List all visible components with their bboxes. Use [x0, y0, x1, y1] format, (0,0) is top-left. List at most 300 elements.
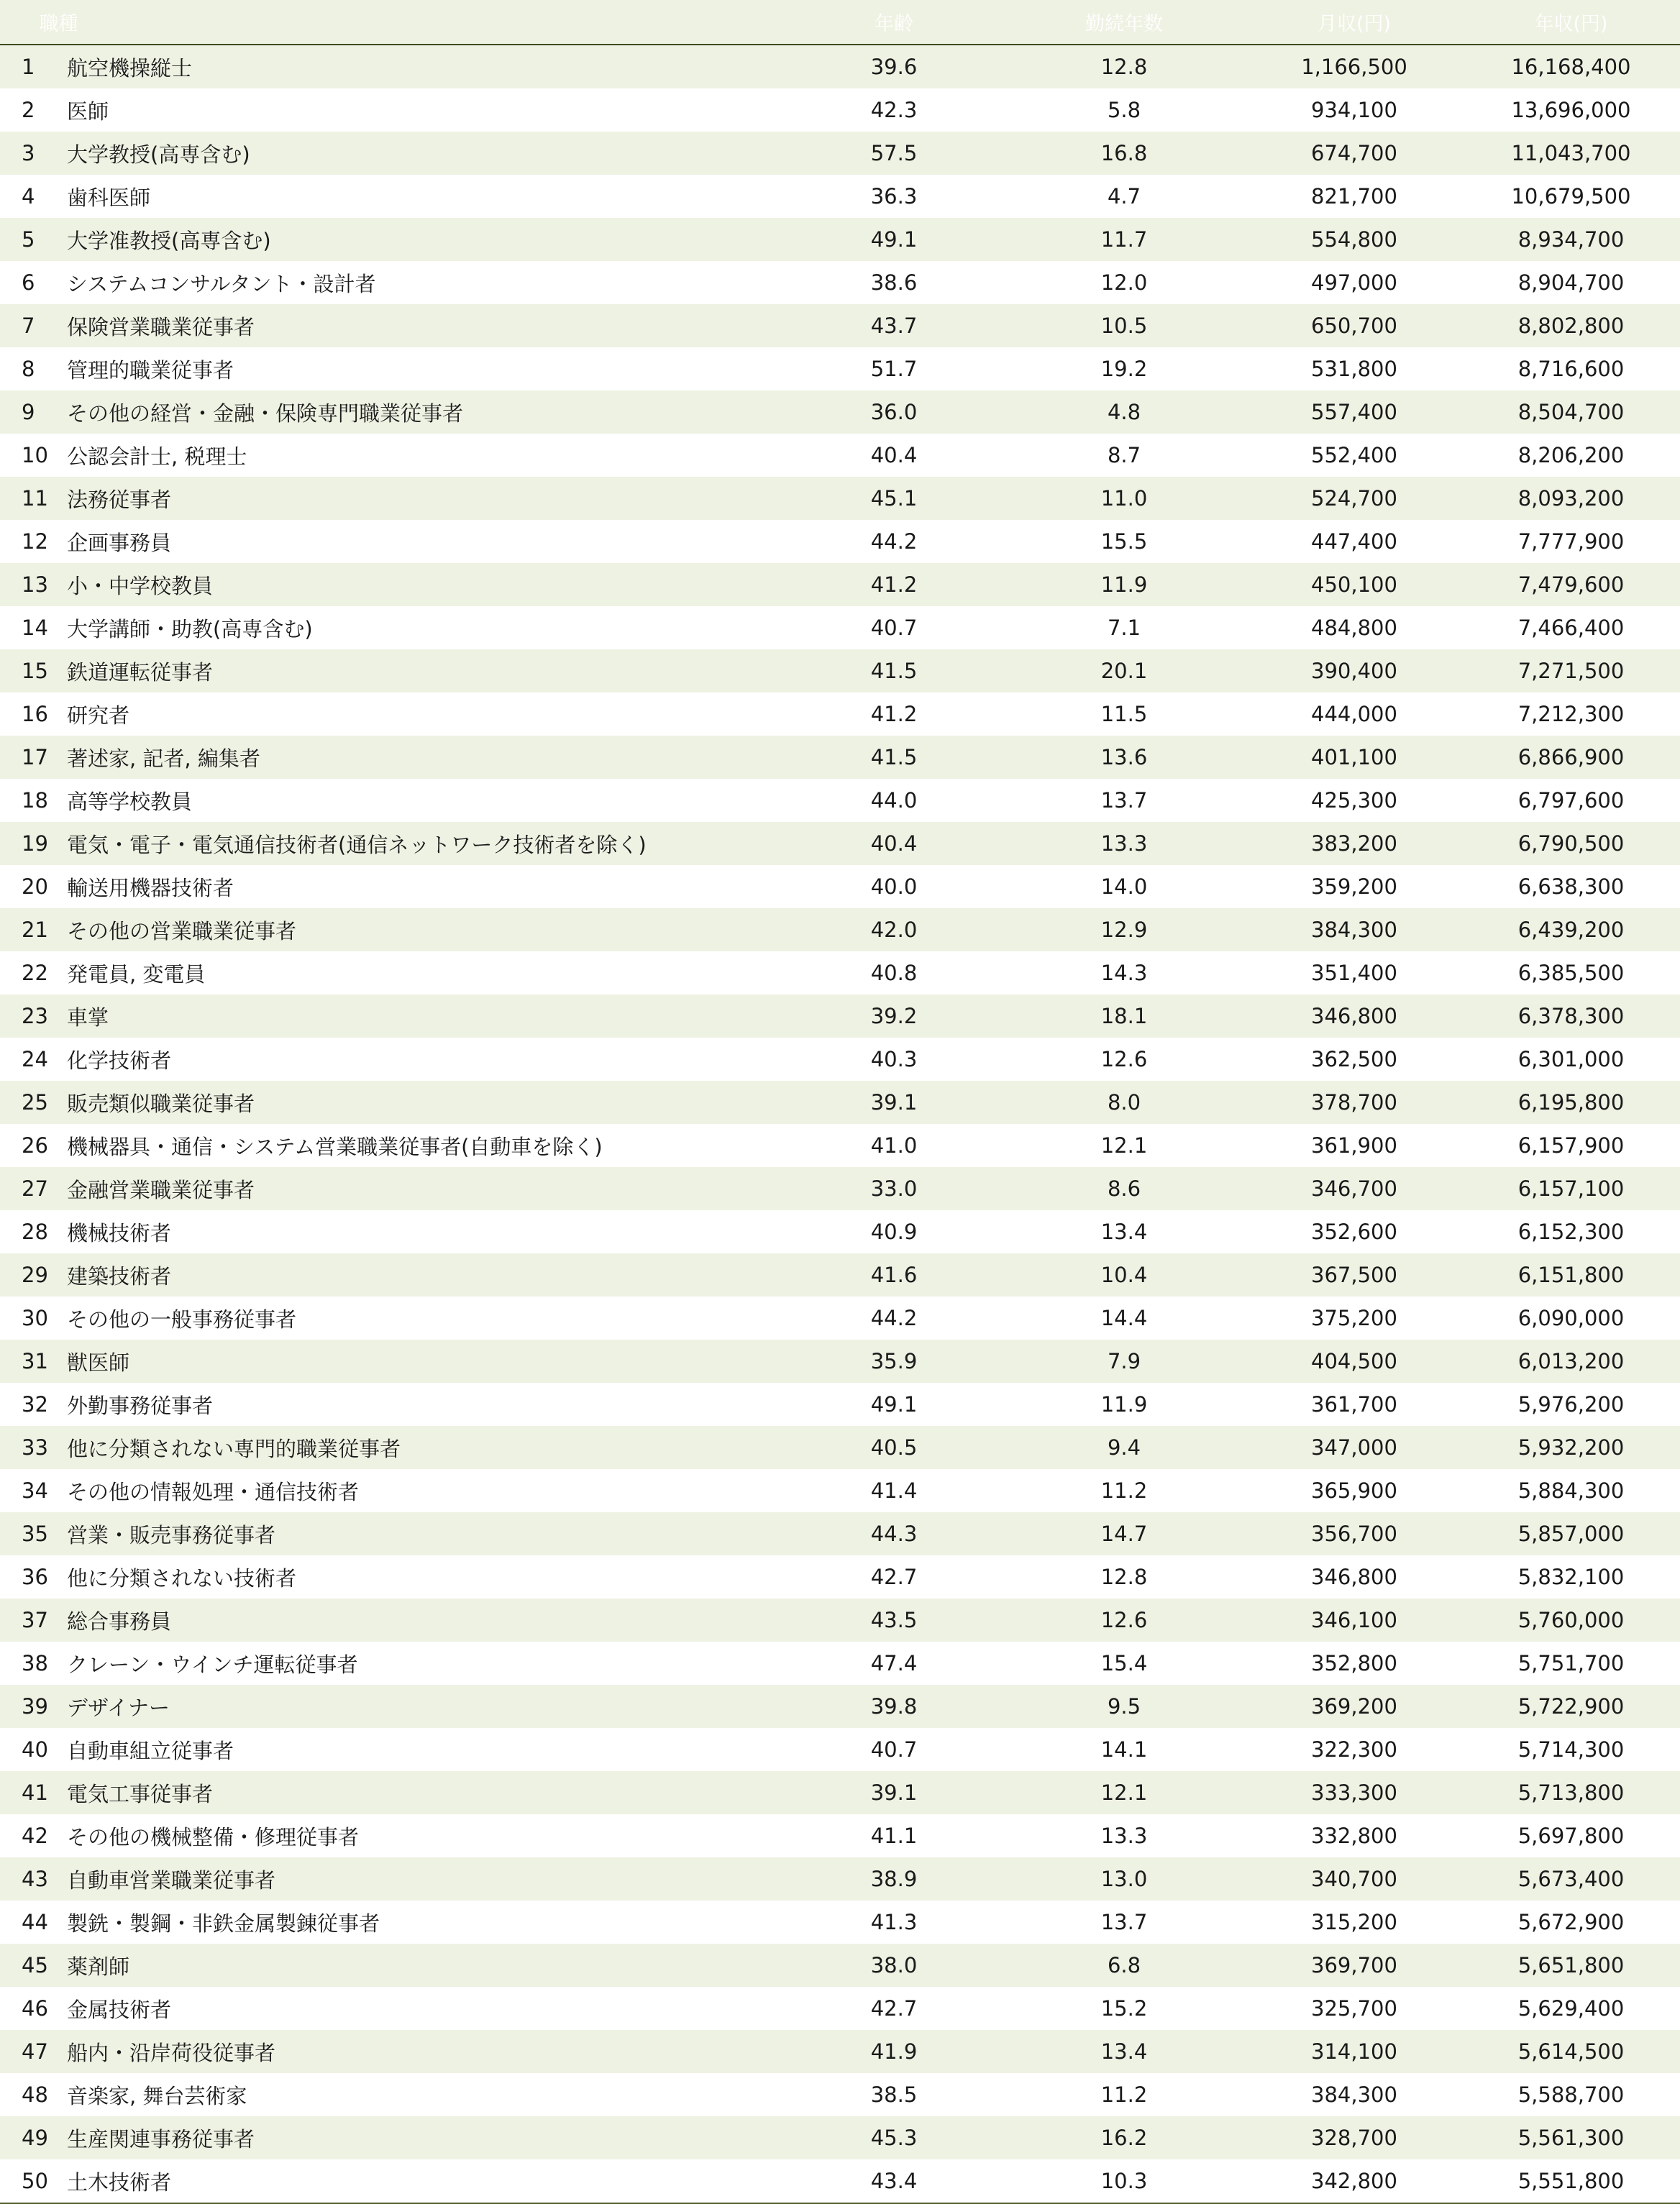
- cell-rank: 42: [22, 1824, 48, 1848]
- cell-job: 土木技術者: [67, 2169, 172, 2195]
- cell-age: 49.1: [870, 227, 918, 252]
- cell-job: 自動車営業職業従事者: [67, 1867, 276, 1893]
- cell-rank: 10: [22, 443, 48, 467]
- table-row: [0, 692, 1680, 736]
- cell-age: 39.1: [870, 1780, 918, 1805]
- cell-job: 外勤事務従事者: [67, 1393, 214, 1418]
- cell-job: 高等学校教員: [67, 789, 193, 814]
- cell-age: 41.2: [870, 702, 918, 726]
- table-row: [0, 304, 1680, 347]
- cell-tenure: 11.9: [1100, 1392, 1148, 1417]
- cell-tenure: 12.6: [1100, 1608, 1148, 1632]
- cell-monthly: 450,100: [1311, 572, 1397, 597]
- cell-monthly: 356,700: [1311, 1522, 1397, 1546]
- cell-annual: 5,976,200: [1517, 1392, 1625, 1417]
- cell-job: 音楽家, 舞台芸術家: [67, 2083, 247, 2108]
- cell-annual: 5,561,300: [1517, 2126, 1625, 2150]
- cell-tenure: 14.7: [1100, 1522, 1148, 1546]
- cell-age: 41.5: [870, 745, 918, 769]
- cell-age: 40.5: [870, 1435, 918, 1460]
- header-age: 年齢: [875, 13, 913, 35]
- cell-job: 生産関連事務従事者: [67, 2126, 255, 2152]
- table-row: [0, 606, 1680, 649]
- cell-tenure: 13.4: [1100, 1220, 1148, 1244]
- cell-job: 輸送用機器技術者: [67, 875, 234, 900]
- cell-annual: 5,722,900: [1517, 1694, 1625, 1719]
- cell-annual: 10,679,500: [1511, 184, 1631, 209]
- table-row: [0, 520, 1680, 563]
- cell-monthly: 369,200: [1311, 1694, 1397, 1719]
- cell-monthly: 552,400: [1311, 443, 1397, 467]
- cell-annual: 13,696,000: [1511, 98, 1631, 122]
- cell-rank: 24: [22, 1047, 48, 1071]
- cell-monthly: 351,400: [1311, 961, 1397, 985]
- cell-age: 43.4: [870, 2169, 918, 2193]
- cell-tenure: 11.5: [1100, 702, 1148, 726]
- cell-job: 製銑・製鋼・非鉄金属製錬従事者: [67, 1911, 380, 1936]
- cell-rank: 50: [22, 2169, 48, 2193]
- cell-rank: 16: [22, 702, 48, 726]
- cell-tenure: 11.2: [1100, 2082, 1148, 2107]
- cell-annual: 5,614,500: [1517, 2039, 1625, 2064]
- cell-job: その他の経営・金融・保険専門職業従事者: [67, 401, 464, 426]
- cell-job: その他の情報処理・通信技術者: [67, 1479, 360, 1504]
- cell-job: 大学講師・助教(高専含む): [67, 616, 313, 641]
- cell-age: 41.9: [870, 2039, 918, 2064]
- cell-monthly: 934,100: [1311, 98, 1397, 122]
- cell-rank: 45: [22, 1953, 48, 1977]
- cell-annual: 6,157,900: [1517, 1133, 1625, 1158]
- cell-age: 36.0: [870, 400, 918, 424]
- cell-job: 化学技術者: [67, 1048, 172, 1073]
- table-row: [0, 1944, 1680, 1987]
- cell-annual: 5,697,800: [1517, 1824, 1625, 1848]
- cell-monthly: 378,700: [1311, 1090, 1397, 1115]
- cell-annual: 8,934,700: [1517, 227, 1625, 252]
- cell-annual: 6,013,200: [1517, 1349, 1625, 1373]
- cell-age: 51.7: [870, 357, 918, 381]
- cell-age: 39.2: [870, 1004, 918, 1028]
- cell-tenure: 14.1: [1100, 1737, 1148, 1762]
- cell-annual: 5,714,300: [1517, 1737, 1625, 1762]
- cell-monthly: 328,700: [1311, 2126, 1397, 2150]
- cell-monthly: 352,800: [1311, 1651, 1397, 1675]
- cell-age: 33.0: [870, 1176, 918, 1201]
- cell-age: 40.3: [870, 1047, 918, 1071]
- cell-annual: 5,673,400: [1517, 1867, 1625, 1891]
- cell-annual: 8,504,700: [1517, 400, 1625, 424]
- table-row: [0, 1728, 1680, 1771]
- cell-annual: 7,466,400: [1517, 616, 1625, 640]
- cell-job: 保険営業職業従事者: [67, 314, 255, 339]
- cell-monthly: 390,400: [1311, 659, 1397, 683]
- cell-rank: 36: [22, 1565, 48, 1589]
- cell-tenure: 12.0: [1100, 270, 1148, 295]
- table-body: [0, 45, 1680, 2203]
- cell-tenure: 13.0: [1100, 1867, 1148, 1891]
- cell-monthly: 384,300: [1311, 2082, 1397, 2107]
- cell-age: 42.3: [870, 98, 918, 122]
- cell-age: 42.0: [870, 918, 918, 942]
- cell-rank: 27: [22, 1176, 48, 1201]
- cell-job: 総合事務員: [67, 1609, 172, 1634]
- cell-tenure: 14.0: [1100, 874, 1148, 899]
- cell-tenure: 10.4: [1100, 1263, 1148, 1287]
- cell-rank: 33: [22, 1435, 48, 1460]
- cell-job: 金属技術者: [67, 1997, 172, 2022]
- cell-job: 小・中学校教員: [67, 573, 214, 598]
- cell-job: 著述家, 記者, 編集者: [67, 746, 260, 771]
- cell-tenure: 9.5: [1107, 1694, 1141, 1719]
- table-row: [0, 1167, 1680, 1210]
- cell-rank: 21: [22, 918, 48, 942]
- cell-age: 40.7: [870, 1737, 918, 1762]
- cell-monthly: 346,700: [1311, 1176, 1397, 1201]
- cell-rank: 38: [22, 1651, 48, 1675]
- cell-age: 40.7: [870, 616, 918, 640]
- cell-annual: 5,672,900: [1517, 1910, 1625, 1934]
- cell-monthly: 531,800: [1311, 357, 1397, 381]
- cell-rank: 43: [22, 1867, 48, 1891]
- cell-age: 41.3: [870, 1910, 918, 1934]
- cell-tenure: 16.2: [1100, 2126, 1148, 2150]
- cell-age: 44.0: [870, 788, 918, 813]
- cell-annual: 16,168,400: [1511, 55, 1631, 79]
- cell-age: 36.3: [870, 184, 918, 209]
- table-row: [0, 1297, 1680, 1340]
- cell-tenure: 12.8: [1100, 55, 1148, 79]
- cell-annual: 6,152,300: [1517, 1220, 1625, 1244]
- cell-age: 43.7: [870, 314, 918, 338]
- cell-job: 発電員, 変電員: [67, 961, 206, 987]
- cell-age: 47.4: [870, 1651, 918, 1675]
- cell-rank: 47: [22, 2039, 48, 2064]
- cell-tenure: 13.3: [1100, 1824, 1148, 1848]
- cell-monthly: 365,900: [1311, 1478, 1397, 1503]
- cell-tenure: 10.5: [1100, 314, 1148, 338]
- cell-annual: 5,551,800: [1517, 2169, 1625, 2193]
- cell-job: 他に分類されない専門的職業従事者: [67, 1436, 401, 1461]
- cell-monthly: 346,800: [1311, 1565, 1397, 1589]
- cell-annual: 8,716,600: [1517, 357, 1625, 381]
- cell-rank: 15: [22, 659, 48, 683]
- cell-annual: 7,777,900: [1517, 529, 1625, 554]
- header-annual: 年収(円): [1534, 13, 1608, 35]
- cell-age: 41.2: [870, 572, 918, 597]
- cell-tenure: 11.7: [1100, 227, 1148, 252]
- table-row: [0, 1038, 1680, 1081]
- table-row: [0, 1081, 1680, 1124]
- cell-age: 49.1: [870, 1392, 918, 1417]
- cell-rank: 20: [22, 874, 48, 899]
- cell-monthly: 367,500: [1311, 1263, 1397, 1287]
- cell-age: 43.5: [870, 1608, 918, 1632]
- cell-tenure: 12.1: [1100, 1133, 1148, 1158]
- cell-age: 44.2: [870, 1306, 918, 1330]
- table-row: [0, 1340, 1680, 1383]
- cell-job: 機械器具・通信・システム営業職業従事者(自動車を除く): [67, 1134, 603, 1159]
- table-row: [0, 1124, 1680, 1167]
- cell-tenure: 12.9: [1100, 918, 1148, 942]
- cell-annual: 8,904,700: [1517, 270, 1625, 295]
- cell-rank: 7: [22, 314, 35, 338]
- cell-age: 44.3: [870, 1522, 918, 1546]
- cell-age: 42.7: [870, 1565, 918, 1589]
- cell-tenure: 13.7: [1100, 1910, 1148, 1934]
- cell-monthly: 484,800: [1311, 616, 1397, 640]
- cell-annual: 5,932,200: [1517, 1435, 1625, 1460]
- cell-tenure: 11.2: [1100, 1478, 1148, 1503]
- table-row: [0, 261, 1680, 304]
- cell-age: 42.7: [870, 1996, 918, 2021]
- cell-monthly: 497,000: [1311, 270, 1397, 295]
- table-row: [0, 1469, 1680, 1512]
- cell-rank: 32: [22, 1392, 48, 1417]
- cell-age: 38.5: [870, 2082, 918, 2107]
- table-row: [0, 1253, 1680, 1297]
- table-row: [0, 45, 1680, 88]
- cell-annual: 5,651,800: [1517, 1953, 1625, 1977]
- cell-rank: 8: [22, 357, 35, 381]
- cell-monthly: 340,700: [1311, 1867, 1397, 1891]
- table-row: [0, 1814, 1680, 1857]
- cell-annual: 5,588,700: [1517, 2082, 1625, 2107]
- table-row: [0, 994, 1680, 1038]
- cell-tenure: 15.5: [1100, 529, 1148, 554]
- table-row: [0, 1210, 1680, 1253]
- cell-tenure: 13.4: [1100, 2039, 1148, 2064]
- cell-rank: 18: [22, 788, 48, 813]
- table-row: [0, 1685, 1680, 1728]
- cell-age: 38.6: [870, 270, 918, 295]
- table-row: [0, 132, 1680, 175]
- table-row: [0, 822, 1680, 865]
- cell-monthly: 650,700: [1311, 314, 1397, 338]
- cell-annual: 6,790,500: [1517, 831, 1625, 856]
- cell-tenure: 20.1: [1100, 659, 1148, 683]
- cell-annual: 8,802,800: [1517, 314, 1625, 338]
- cell-monthly: 447,400: [1311, 529, 1397, 554]
- cell-tenure: 16.8: [1100, 141, 1148, 165]
- table-row: [0, 2073, 1680, 2116]
- cell-monthly: 375,200: [1311, 1306, 1397, 1330]
- table-row: [0, 908, 1680, 951]
- table-row: [0, 779, 1680, 822]
- cell-rank: 41: [22, 1780, 48, 1805]
- cell-rank: 13: [22, 572, 48, 597]
- cell-rank: 5: [22, 227, 35, 252]
- cell-tenure: 14.4: [1100, 1306, 1148, 1330]
- cell-annual: 6,090,000: [1517, 1306, 1625, 1330]
- cell-job: 獣医師: [67, 1350, 130, 1375]
- cell-monthly: 347,000: [1311, 1435, 1397, 1460]
- cell-monthly: 346,800: [1311, 1004, 1397, 1028]
- cell-job: 医師: [67, 99, 109, 124]
- cell-annual: 6,301,000: [1517, 1047, 1625, 1071]
- cell-job: その他の機械整備・修理従事者: [67, 1824, 360, 1849]
- cell-tenure: 19.2: [1100, 357, 1148, 381]
- cell-annual: 5,832,100: [1517, 1565, 1625, 1589]
- table-row: [0, 88, 1680, 132]
- cell-age: 38.0: [870, 1953, 918, 1977]
- cell-annual: 6,797,600: [1517, 788, 1625, 813]
- cell-monthly: 404,500: [1311, 1349, 1397, 1373]
- cell-rank: 17: [22, 745, 48, 769]
- cell-tenure: 14.3: [1100, 961, 1148, 985]
- cell-monthly: 401,100: [1311, 745, 1397, 769]
- table-row: [0, 347, 1680, 390]
- cell-job: 営業・販売事務従事者: [67, 1522, 276, 1547]
- cell-age: 40.4: [870, 443, 918, 467]
- cell-job: 大学教授(高専含む): [67, 142, 250, 167]
- cell-monthly: 361,900: [1311, 1133, 1397, 1158]
- cell-tenure: 15.4: [1100, 1651, 1148, 1675]
- cell-monthly: 362,500: [1311, 1047, 1397, 1071]
- cell-job: 機械技術者: [67, 1220, 172, 1245]
- cell-monthly: 557,400: [1311, 400, 1397, 424]
- cell-tenure: 8.0: [1107, 1090, 1141, 1115]
- cell-monthly: 342,800: [1311, 2169, 1397, 2193]
- cell-tenure: 13.7: [1100, 788, 1148, 813]
- cell-rank: 29: [22, 1263, 48, 1287]
- cell-rank: 40: [22, 1737, 48, 1762]
- cell-age: 57.5: [870, 141, 918, 165]
- table-row: [0, 1512, 1680, 1555]
- cell-annual: 5,713,800: [1517, 1780, 1625, 1805]
- cell-monthly: 332,800: [1311, 1824, 1397, 1848]
- cell-monthly: 383,200: [1311, 831, 1397, 856]
- cell-monthly: 359,200: [1311, 874, 1397, 899]
- cell-annual: 7,271,500: [1517, 659, 1625, 683]
- cell-rank: 19: [22, 831, 48, 856]
- table-row: [0, 1599, 1680, 1642]
- cell-monthly: 524,700: [1311, 486, 1397, 511]
- cell-age: 41.4: [870, 1478, 918, 1503]
- table-row: [0, 434, 1680, 477]
- table-row: [0, 390, 1680, 434]
- table-row: [0, 1383, 1680, 1426]
- cell-annual: 7,212,300: [1517, 702, 1625, 726]
- cell-job: 薬剤師: [67, 1954, 130, 1979]
- cell-monthly: 444,000: [1311, 702, 1397, 726]
- cell-job: 航空機操縦士: [67, 55, 193, 81]
- cell-rank: 11: [22, 486, 48, 511]
- cell-tenure: 12.1: [1100, 1780, 1148, 1805]
- cell-annual: 5,884,300: [1517, 1478, 1625, 1503]
- table-row: [0, 1901, 1680, 1944]
- table-row: [0, 865, 1680, 908]
- header-monthly: 月収(円): [1317, 13, 1392, 35]
- cell-rank: 2: [22, 98, 35, 122]
- cell-annual: 8,206,200: [1517, 443, 1625, 467]
- cell-age: 39.1: [870, 1090, 918, 1115]
- cell-age: 41.6: [870, 1263, 918, 1287]
- cell-monthly: 384,300: [1311, 918, 1397, 942]
- cell-rank: 39: [22, 1694, 48, 1719]
- table-row: [0, 218, 1680, 261]
- cell-age: 41.1: [870, 1824, 918, 1848]
- cell-age: 39.6: [870, 55, 918, 79]
- table-row: [0, 951, 1680, 994]
- cell-job: 車掌: [67, 1005, 109, 1030]
- cell-annual: 5,629,400: [1517, 1996, 1625, 2021]
- cell-rank: 22: [22, 961, 48, 985]
- cell-tenure: 7.1: [1107, 616, 1141, 640]
- table-row: [0, 477, 1680, 520]
- cell-tenure: 8.7: [1107, 443, 1141, 467]
- table-row: [0, 1555, 1680, 1599]
- cell-rank: 30: [22, 1306, 48, 1330]
- table-row: [0, 1987, 1680, 2030]
- cell-monthly: 369,700: [1311, 1953, 1397, 1977]
- cell-annual: 5,751,700: [1517, 1651, 1625, 1675]
- cell-tenure: 18.1: [1100, 1004, 1148, 1028]
- cell-monthly: 346,100: [1311, 1608, 1397, 1632]
- cell-rank: 23: [22, 1004, 48, 1028]
- cell-monthly: 322,300: [1311, 1737, 1397, 1762]
- cell-annual: 6,157,100: [1517, 1176, 1625, 1201]
- cell-rank: 3: [22, 141, 35, 165]
- cell-tenure: 5.8: [1107, 98, 1141, 122]
- cell-age: 38.9: [870, 1867, 918, 1891]
- cell-age: 40.0: [870, 874, 918, 899]
- cell-tenure: 10.3: [1100, 2169, 1148, 2193]
- cell-rank: 31: [22, 1349, 48, 1373]
- cell-rank: 12: [22, 529, 48, 554]
- table-row: [0, 1426, 1680, 1469]
- table-row: [0, 563, 1680, 606]
- cell-monthly: 1,166,500: [1301, 55, 1407, 79]
- cell-monthly: 333,300: [1311, 1780, 1397, 1805]
- cell-annual: 6,385,500: [1517, 961, 1625, 985]
- cell-annual: 11,043,700: [1511, 141, 1631, 165]
- cell-job: 電気・電子・電気通信技術者(通信ネットワーク技術者を除く): [67, 832, 647, 857]
- cell-age: 40.4: [870, 831, 918, 856]
- cell-job: クレーン・ウインチ運転従事者: [67, 1652, 358, 1677]
- table-row: [0, 1857, 1680, 1901]
- cell-job: デザイナー: [67, 1695, 170, 1720]
- cell-annual: 5,857,000: [1517, 1522, 1625, 1546]
- cell-rank: 44: [22, 1910, 48, 1934]
- cell-tenure: 4.7: [1107, 184, 1141, 209]
- cell-monthly: 821,700: [1311, 184, 1397, 209]
- cell-age: 35.9: [870, 1349, 918, 1373]
- cell-rank: 34: [22, 1478, 48, 1503]
- cell-tenure: 12.8: [1100, 1565, 1148, 1589]
- cell-job: 研究者: [67, 703, 130, 728]
- cell-job: 電気工事従事者: [67, 1781, 214, 1806]
- cell-tenure: 15.2: [1100, 1996, 1148, 2021]
- cell-age: 39.8: [870, 1694, 918, 1719]
- cell-rank: 1: [22, 55, 35, 79]
- cell-age: 41.5: [870, 659, 918, 683]
- cell-job: その他の一般事務従事者: [67, 1307, 297, 1332]
- cell-job: 鉄道運転従事者: [67, 659, 214, 685]
- table-row: [0, 649, 1680, 692]
- cell-rank: 35: [22, 1522, 48, 1546]
- cell-job: 公認会計士, 税理士: [67, 444, 247, 469]
- cell-job: 管理的職業従事者: [67, 357, 234, 383]
- cell-job: 金融営業職業従事者: [67, 1177, 255, 1202]
- cell-annual: 6,866,900: [1517, 745, 1625, 769]
- cell-job: その他の営業職業従事者: [67, 918, 297, 943]
- cell-monthly: 674,700: [1311, 141, 1397, 165]
- table-row: [0, 1771, 1680, 1814]
- cell-job: 企画事務員: [67, 530, 172, 555]
- cell-monthly: 554,800: [1311, 227, 1397, 252]
- cell-job: 歯科医師: [67, 185, 151, 210]
- header-job: 職種: [39, 13, 78, 35]
